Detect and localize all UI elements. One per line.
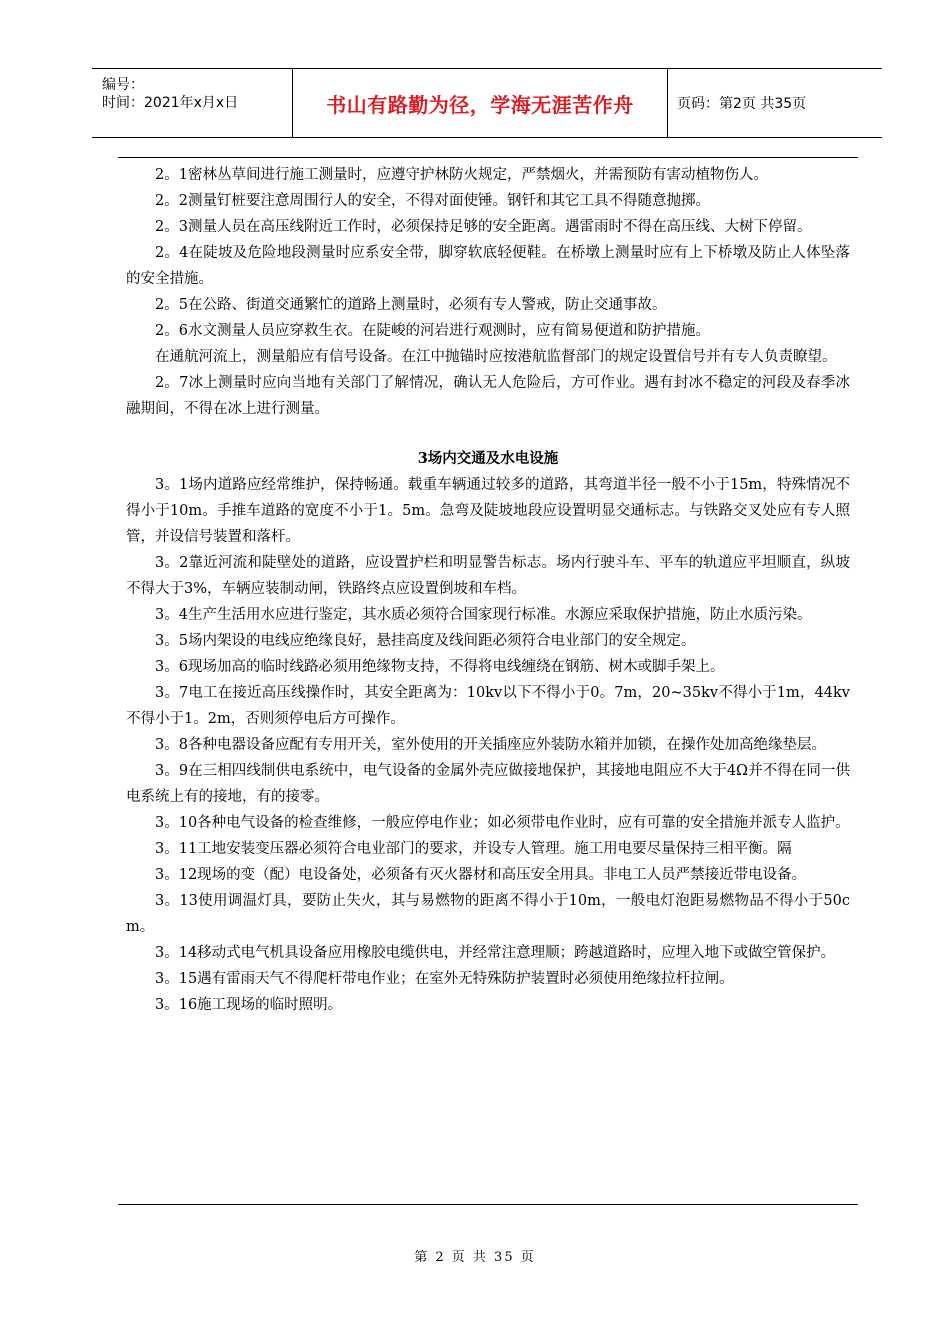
paragraph: 3。2靠近河流和陡壁处的道路，应设置护栏和明显警告标志。场内行驶斗车、平车的轨道应平坦顺直，纵坡不得大于3%，车辆应装制动闸，铁路终点应设置倒坡和车档。 [126,555,850,597]
paragraph: 3。11工地安装变压器必须符合电业部门的要求，并设专人管理。施工用电要尽量保持三相平衡。隔 [155,841,792,857]
paragraph: 3。7电工在接近高压线操作时，其安全距离为：10kv以下不得小于0。7m，20~35kv不得小于1m，44kv不得小于1。2m，否则须停电后方可操作。 [126,685,850,727]
bottom-divider [118,1204,858,1205]
paragraph: 3。10各种电气设备的检查维修，一般应停电作业；如必须带电作业时，应有可靠的安全措施并派专人监护。 [155,815,850,831]
paragraph: 2。5在公路、街道交通繁忙的道路上测量时，必须有专人警戒，防止交通事故。 [155,297,667,313]
paragraph: 3。14移动式电气机具设备应用橡胶电缆供电，并经常注意理顺；跨越道路时，应埋入地下或做空管保护。 [155,945,836,961]
paragraph: 3。16施工现场的临时照明。 [155,997,343,1013]
header-page-label: 页码：第2页 共35页 [677,96,807,112]
paragraph: 2。7冰上测量时应向当地有关部门了解情况，确认无人危险后，方可作业。遇有封冰不稳定的河段及春季冰融期间，不得在冰上进行测量。 [126,375,850,417]
paragraph: 3。9在三相四线制供电系统中，电气设备的金属外壳应做接地保护，其接地电阻应不大于4Ω并不得在同一供电系统上有的接地，有的接零。 [126,763,850,805]
paragraph: 3。15遇有雷雨天气不得爬杆带电作业；在室外无特殊防护装置时必须使用绝缘拉杆拉闸。 [155,971,734,987]
paragraph: 3。12现场的变（配）电设备处，必须备有灭火器材和高压安全用具。非电工人员严禁接近带电设备。 [155,867,807,883]
paragraph: 2。6水文测量人员应穿救生衣。在陡峻的河岩进行观测时，应有简易便道和防护措施。 [155,323,710,339]
header-motto: 书山有路勤为径，学海无涯苦作舟 [292,69,668,137]
section-3-heading: 3场内交通及水电设施 [417,450,559,467]
paragraph: 3。4生产生活用水应进行鉴定，其水质必须符合国家现行标准。水源应采取保护措施，防止水质污染。 [155,607,812,623]
document-time-label: 时间：2021年x月x日 [102,95,239,111]
paragraph: 2。2测量钉桩要注意周围行人的安全，不得对面使锤。钢钎和其它工具不得随意抛掷。 [155,193,710,209]
paragraph: 3。5场内架设的电线应绝缘良好，悬挂高度及线间距必须符合电业部门的安全规定。 [155,633,696,649]
paragraph: 3。1场内道路应经常维护，保持畅通。载重车辆通过较多的道路，其弯道半径一般不小于15m，特殊情况不得小于10m。手推车道路的宽度不小于1。5m。急弯及陡坡地段应设置明显交通标志。与铁路交叉处应有专人照管，并设信号装置和落杆。 [126,477,850,545]
paragraph: 3。6现场加高的临时线路必须用绝缘物支持，不得将电线缠绕在钢筋、树木或脚手架上。 [155,659,725,675]
top-divider [118,157,858,158]
section-2-body [126,162,850,422]
paragraph: 3。8各种电器设备应配有专用开关，室外使用的开关插座应外装防水箱并加锁，在操作处加高绝缘垫层。 [155,737,826,753]
document-body [126,162,850,1018]
paragraph: 2。4在陡坡及危险地段测量时应系安全带，脚穿软底轻便鞋。在桥墩上测量时应有上下桥墩及防止人体坠落的安全措施。 [126,245,850,287]
section-3-body [126,472,850,1018]
document-number-label: 编号： [102,77,144,93]
paragraph: 2。1密林丛草间进行施工测量时，应遵守护林防火规定，严禁烟火，并需预防有害动植物伤人。 [155,167,768,183]
page-footer: 第 2 页 共 35 页 [414,1250,536,1265]
header-meta [92,69,292,137]
page-header [92,68,882,138]
paragraph: 在通航河流上，测量船应有信号设备。在江中抛锚时应按港航监督部门的规定设置信号并有专人负责瞭望。 [155,349,837,365]
paragraph: 2。3测量人员在高压线附近工作时，必须保持足够的安全距离。遇雷雨时不得在高压线、大树下停留。 [155,219,812,235]
paragraph: 3。13使用调温灯具，要防止失火，其与易燃物的距离不得小于10m，一般电灯泡距易燃物品不得小于50c m。 [126,893,850,935]
